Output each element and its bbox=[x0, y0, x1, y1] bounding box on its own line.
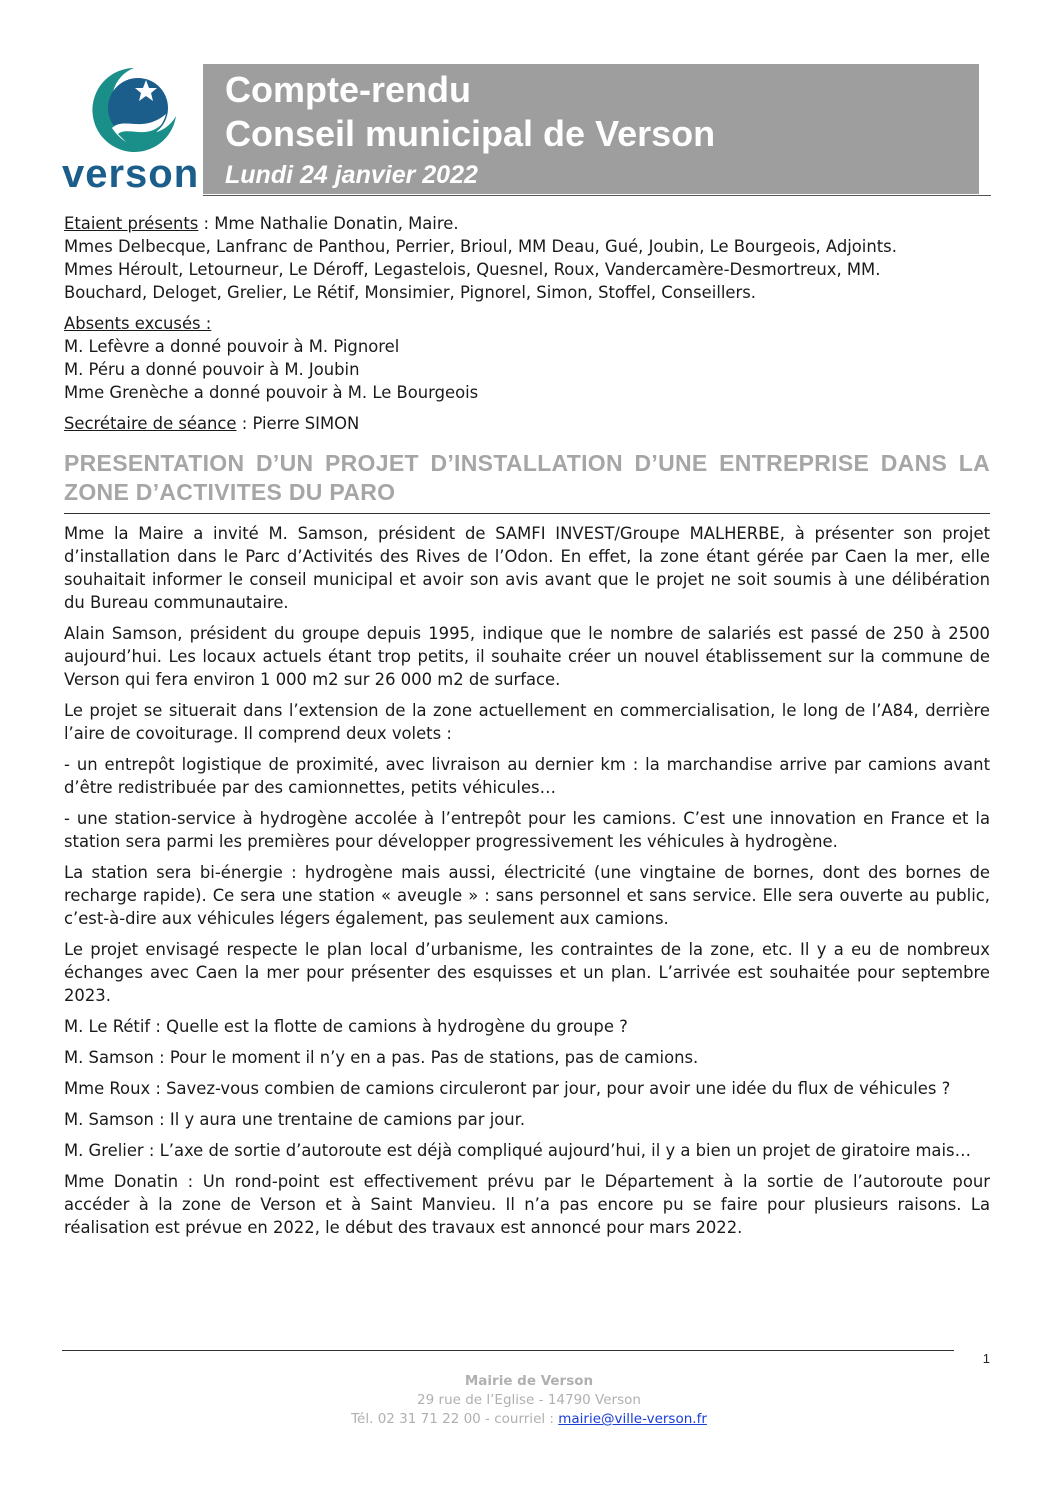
paragraph: Le projet se situerait dans l’extension de la zone actuellement en commercialisation, le long de l’A84, derrière l’aire de covoiturage. Il comprend deux volets : bbox=[64, 701, 990, 743]
attendance-absent bbox=[64, 312, 990, 404]
paragraph: Mme Roux : Savez-vous combien de camions circuleront par jour, pour avoir une idée du flux de véhicules ? bbox=[64, 1079, 951, 1098]
paragraph: M. Samson : Pour le moment il n’y en a pas. Pas de stations, pas de camions. bbox=[64, 1048, 699, 1067]
footer-divider bbox=[62, 1350, 954, 1351]
document-title: Compte-rendu bbox=[225, 69, 471, 110]
attendance-present bbox=[64, 212, 990, 304]
paragraph: M. Grelier : L’axe de sortie d’autoroute est déjà compliqué aujourd’hui, il y a bien un projet de giratoire mais… bbox=[64, 1141, 971, 1160]
absent-label: Absents excusés : bbox=[64, 314, 212, 333]
present-councillors-2: Bouchard, Deloget, Grelier, Le Rétif, Monsimier, Pignorel, Simon, Stoffel, Conseillers. bbox=[64, 283, 756, 302]
document-body bbox=[64, 212, 990, 1247]
absent-item: M. Péru a donné pouvoir à M. Joubin bbox=[64, 360, 360, 379]
paragraph: La station sera bi-énergie : hydrogène mais aussi, électricité (une vingtaine de bornes, dont des bornes de recharge rapide). Ce sera une station « aveugle » : sans personnel et sans service. Elle sera ouverte au public, c’est-à-dire aux véhicules légers également, pas seulement aux camions. bbox=[64, 863, 990, 928]
meeting-date: Lundi 24 janvier 2022 bbox=[225, 161, 478, 189]
paragraph: - une station-service à hydrogène accolée à l’entrepôt pour les camions. C’est une innovation en France et la station sera parmi les premières pour développer progressivement les véhicules à hydrogène. bbox=[64, 809, 990, 851]
footer-address: 29 rue de l’Eglise - 14790 Verson bbox=[417, 1392, 641, 1408]
present-councillors-1: Mmes Héroult, Letourneur, Le Déroff, Legastelois, Quesnel, Roux, Vandercamère-Desmortreux, MM. bbox=[64, 260, 881, 279]
paragraph: Mme la Maire a invité M. Samson, président de SAMFI INVEST/Groupe MALHERBE, à présenter son projet d’installation dans le Parc d’Activités des Rives de l’Odon. En effet, la zone étant gérée par Caen la mer, elle souhaitait informer le conseil municipal et avoir son avis avant que le projet ne soit soumis à une délibération du Bureau communautaire. bbox=[64, 524, 990, 612]
footer-email-link[interactable]: mairie@ville-verson.fr bbox=[558, 1411, 707, 1427]
title-banner bbox=[203, 64, 979, 194]
footer-contact bbox=[0, 1410, 1058, 1429]
paragraph: Le projet envisagé respecte le plan local d’urbanisme, les contraintes de la zone, etc. Il y a eu de nombreux échanges avec Caen la mer pour présenter des esquisses et un plan. L’arrivée est souhaitée pour septembre 2023. bbox=[64, 940, 990, 1005]
paragraph: M. Samson : Il y aura une trentaine de camions par jour. bbox=[64, 1110, 526, 1129]
verson-emblem-icon bbox=[62, 64, 197, 154]
footer-phone: Tél. 02 31 71 22 00 - courriel : bbox=[351, 1411, 559, 1427]
paragraph: Mme Donatin : Un rond-point est effectivement prévu par le Département à la sortie de l’autoroute pour accéder à la zone de Verson et à Saint Manvieu. Il n’a pas encore pu se faire pour plusieurs raisons. La réalisation est prévue en 2022, le début des travaux est annoncé pour mars 2022. bbox=[64, 1172, 990, 1237]
section-heading: PRESENTATION D’UN PROJET D’INSTALLATION D’UNE ENTREPRISE DANS LA ZONE D’ACTIVITES DU PARO bbox=[64, 449, 990, 514]
document-subtitle: Conseil municipal de Verson bbox=[225, 113, 716, 154]
absent-item: Mme Grenèche a donné pouvoir à M. Le Bourgeois bbox=[64, 383, 479, 402]
absent-item: M. Lefèvre a donné pouvoir à M. Pignorel bbox=[64, 337, 400, 356]
verson-logo bbox=[62, 64, 200, 196]
paragraph: Alain Samson, président du groupe depuis 1995, indique que le nombre de salariés est passé de 250 à 2500 aujourd’hui. Les locaux actuels étant trop petits, il souhaite créer un nouvel établissement sur la commune de Verson qui fera environ 1 000 m2 sur 26 000 m2 de surface. bbox=[64, 624, 990, 689]
paragraph: - un entrepôt logistique de proximité, avec livraison au dernier km : la marchandise arrive par camions avant d’être redistribuée par des camionnettes, petits véhicules… bbox=[64, 755, 990, 797]
secretary-label: Secrétaire de séance bbox=[64, 414, 237, 433]
present-label: Etaient présents bbox=[64, 214, 199, 233]
logo-wordmark: verson bbox=[62, 152, 200, 196]
footer bbox=[0, 1372, 1058, 1429]
present-deputies: Mmes Delbecque, Lanfranc de Panthou, Perrier, Brioul, MM Deau, Gué, Joubin, Le Bourgeois, Adjoints. bbox=[64, 237, 897, 256]
footer-org: Mairie de Verson bbox=[464, 1373, 594, 1389]
present-mayor: : Mme Nathalie Donatin, Maire. bbox=[198, 214, 459, 233]
page-number: 1 bbox=[982, 1351, 990, 1366]
header-divider bbox=[203, 195, 991, 196]
paragraph: M. Le Rétif : Quelle est la flotte de camions à hydrogène du groupe ? bbox=[64, 1017, 628, 1036]
secretary-value: : Pierre SIMON bbox=[236, 414, 360, 433]
secretary bbox=[64, 412, 990, 435]
